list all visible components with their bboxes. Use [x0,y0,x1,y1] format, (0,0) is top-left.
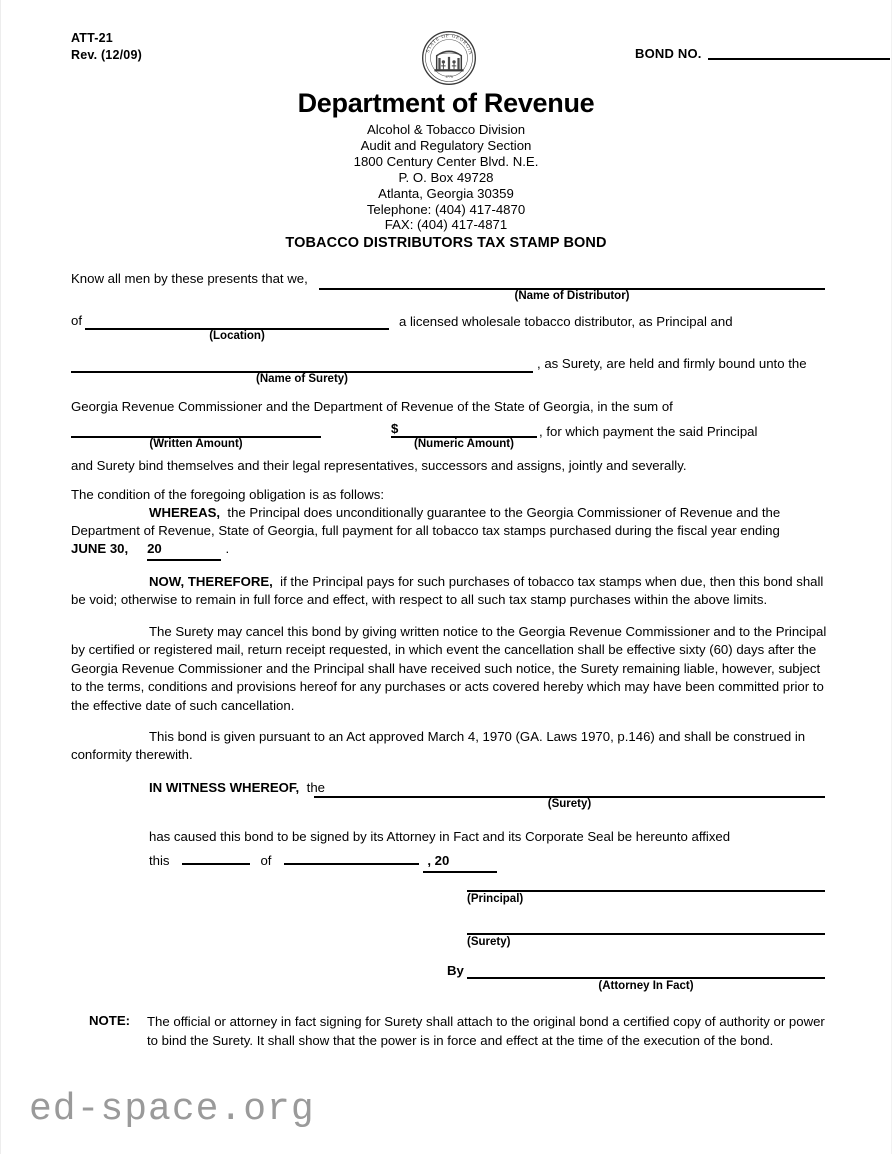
caption-attorney-in-fact: (Attorney In Fact) [598,980,694,992]
has-caused-text: has caused this bond to be signed by its Attorney in Fact and its Corporate Seal be hereunto affixed [149,829,731,844]
cancellation-paragraph: The Surety may cancel this bond by giving written notice to the Georgia Revenue Commissioner and to the Principal by certified or registered mail, return receipt requested, in which event the cancellation shall be effective sixty (60) days after the Georgia Revenue Commissioner and the Principal shall have received such notice, the Surety remaining liable, however, subject to the terms, conditions and provisions hereof for any purchases or acts covered hereby which may have been committed prior to the effective date of such cancellation. [71,624,827,713]
by-label: By [447,963,464,978]
attorney-in-fact-signature-line[interactable] [467,977,825,979]
caption-name-of-surety: (Name of Surety) [255,373,349,385]
now-therefore-text: if the Principal pays for such purchases of tobacco tax stamps when due, then this bond shall be void; otherwise to remain in full force and effect, with respect to all such tax stamp purchases within the above limits. [71,574,824,608]
surety-signature-line[interactable] [467,933,825,935]
form-revision: Rev. (12/09) [71,48,142,62]
form-code-block [71,30,142,64]
period-mark: . [225,541,230,556]
fiscal-year-row[interactable] [71,540,229,561]
fiscal-year-input[interactable]: 20 [147,540,221,561]
execution-date-row[interactable] [149,850,497,873]
surety-bind-text: and Surety bind themselves and their legal representatives, successors and assigns, jointly and severally. [71,458,687,473]
day-input-line[interactable] [182,850,250,865]
site-watermark: ed-space.org [29,1088,315,1131]
bond-no-field[interactable] [635,46,890,62]
condition-text: The condition of the foregoing obligation is as follows: [71,487,385,502]
address-line: Atlanta, Georgia 30359 [378,185,514,201]
caption-numeric-amount: (Numeric Amount) [414,438,514,450]
form-code: ATT-21 [71,31,113,45]
execution-year-input[interactable]: , 20 [423,852,497,873]
for-which-payment-text: , for which payment the said Principal [539,424,758,439]
june-30-label: JUNE 30, [71,541,129,556]
now-therefore-paragraph [71,573,827,610]
caption-written-amount: (Written Amount) [149,438,243,450]
in-witness-label: IN WITNESS WHEREOF, [149,780,300,795]
address-line: Alcohol & Tobacco Division [366,122,526,137]
month-input-line[interactable] [284,850,419,865]
caption-surety: (Surety) [467,936,511,948]
this-word: this [149,853,170,868]
licensed-distributor-text: a licensed wholesale tobacco distributor, as Principal and [399,314,733,329]
principal-signature-line[interactable] [467,890,825,892]
act-paragraph: This bond is given pursuant to an Act approved March 4, 1970 (GA. Laws 1970, p.146) and shall be construed in conformity therewith. [71,729,806,763]
whereas-label: WHEREAS, [149,505,221,520]
of-word: of [260,853,272,868]
caption-name-of-distributor: (Name of Distributor) [514,290,630,302]
bond-no-label: BOND NO. [635,46,702,61]
caption-witness-surety: (Surety) [547,798,592,810]
whereas-paragraph [71,504,827,541]
bond-no-input-line[interactable] [708,58,890,60]
note-block [89,1012,892,1050]
caption-location: (Location) [209,330,265,342]
know-all-men-text: Know all men by these presents that we, [71,271,308,286]
address-line: FAX: (404) 417-4871 [384,217,508,233]
svg-text:STATE OF GEORGIA: STATE OF GEORGIA [426,34,473,56]
note-line-1: The official or attorney in fact signing for Surety shall attach to the original bond a certified copy of authority or power [147,1014,825,1029]
address-line: Audit and Regulatory Section [360,137,532,153]
of-label: of [71,313,82,328]
now-therefore-label: NOW, THEREFORE, [149,574,273,589]
know-all-men-row [71,270,308,288]
the-word: the [306,780,325,795]
note-line-2: to bind the Surety. It shall show that the power is in force and effect at the time of the execution of the bond. [147,1033,774,1048]
address-line: 1800 Century Center Blvd. N.E. [353,153,539,169]
whereas-text: the Principal does unconditionally guarantee to the Georgia Commissioner of Revenue and the Department of Revenue, State of Georgia, full payment for all tobacco tax stamps purchased during the fiscal year ending [71,505,781,539]
note-label: NOTE: [89,1013,131,1028]
state-of-georgia-seal-icon [421,30,477,86]
address-line: Telephone: (404) 417-4870 [366,201,526,217]
in-witness-row [149,779,325,797]
page-title: Department of Revenue [297,88,595,118]
commissioner-sum-text: Georgia Revenue Commissioner and the Department of Revenue of the State of Georgia, in the sum of [71,399,673,414]
agency-address-block [1,122,891,233]
svg-text:1776: 1776 [445,75,453,80]
as-surety-text: , as Surety, are held and firmly bound unto the [537,356,807,371]
address-line: P. O. Box 49728 [398,169,494,185]
caption-principal: (Principal) [467,893,524,905]
document-title: TOBACCO DISTRIBUTORS TAX STAMP BOND [285,235,607,251]
dollar-sign: $ [391,421,399,436]
